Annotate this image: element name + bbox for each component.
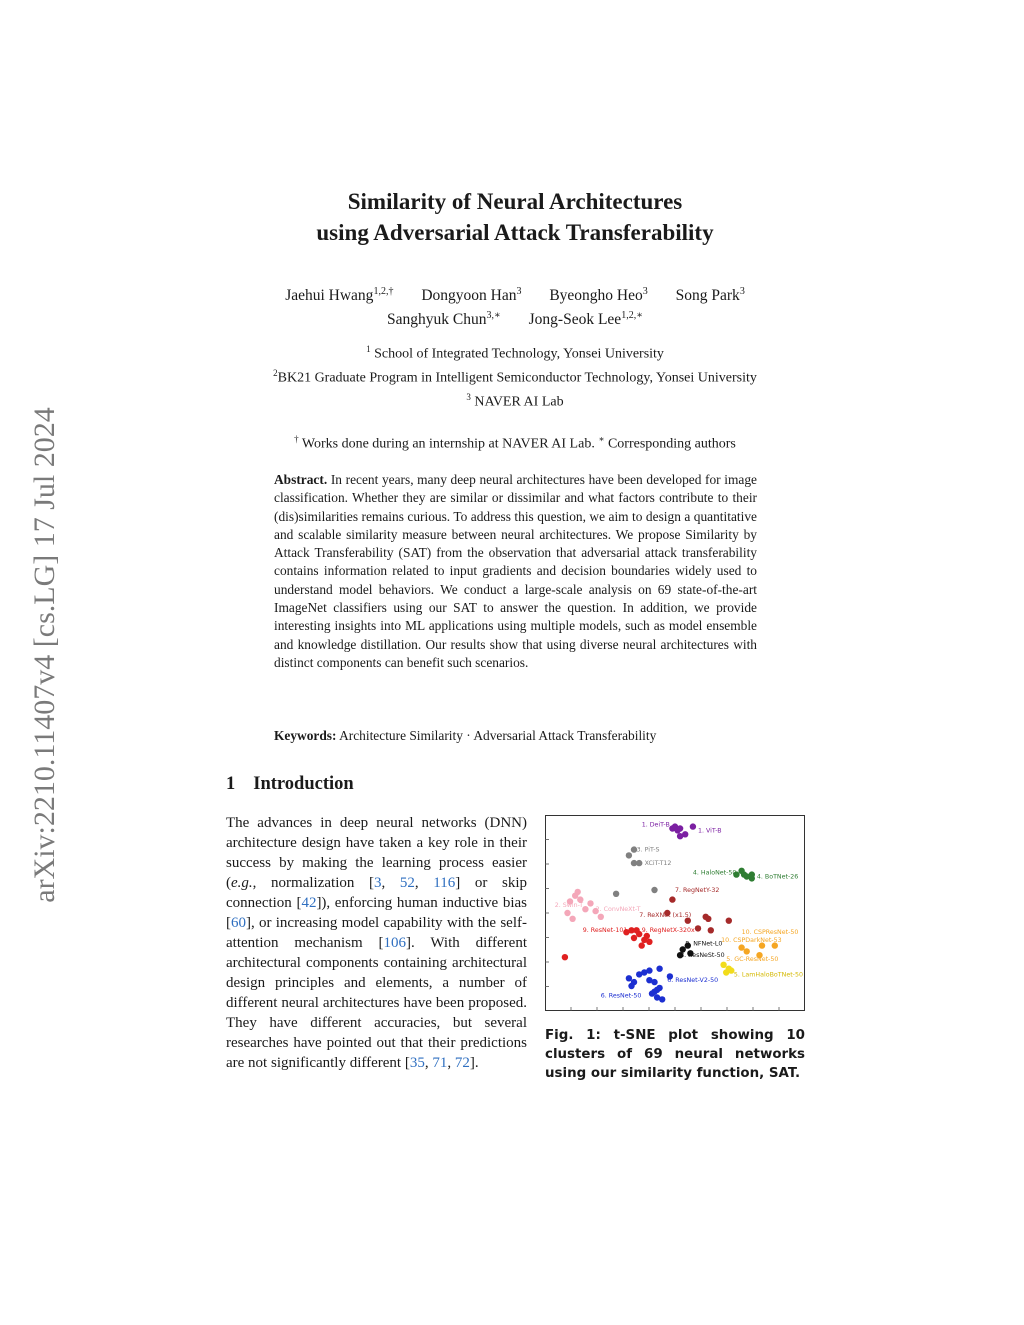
scatter-point: [651, 989, 657, 995]
scatter-point: [575, 889, 581, 895]
cluster-label: 8. NFNet-L0: [685, 940, 723, 948]
author-list: [200, 282, 830, 330]
paper-title: [200, 186, 830, 248]
scatter-point: [708, 927, 714, 933]
keywords-text: Architecture Similarity · Adversarial Attack Transferability: [339, 728, 657, 743]
scatter-point: [705, 916, 711, 922]
keywords-label: Keywords:: [274, 728, 337, 743]
cluster-label: 6. ResNet-V2-50: [667, 977, 719, 985]
author: Dongyoon Han$^3$: [421, 286, 522, 305]
cluster-label: 10. CSPDarkNet-53: [721, 936, 782, 944]
cluster-label: 2. Swin-T: [554, 902, 584, 910]
cluster-label: 1. ViT-B: [698, 827, 722, 835]
scatter-point: [738, 944, 744, 950]
author: Sanghyuk Chun$^{3,∗}$: [387, 310, 501, 329]
cluster-label: 8. ResNeSt-50: [680, 952, 725, 960]
scatter-point: [690, 823, 696, 829]
authors-line-1: [200, 282, 830, 306]
affiliation: $^3$ NAVER AI Lab: [466, 392, 564, 410]
cluster-label: 2. ConvNeXt-T: [595, 906, 641, 914]
affiliations: [200, 340, 830, 455]
section-number: 1: [226, 774, 236, 794]
title-line-1: Similarity of Neural Architectures: [347, 189, 683, 214]
scatter-point: [677, 825, 683, 831]
scatter-point: [613, 891, 619, 897]
figure-caption: Fig. 1: t-SNE plot showing 10 clusters of 69 neural networks using our similarity function, SAT.: [545, 1028, 805, 1081]
cluster-label: 6. ResNet-50: [600, 992, 642, 1000]
keywords: [274, 727, 757, 745]
scatter-point: [646, 939, 652, 945]
author-note: † Works done during an internship at NAVER AI Lab. ∗ Corresponding authors: [294, 434, 736, 453]
scatter-point: [626, 852, 632, 858]
cluster-label: 4. HaloNet-50: [692, 869, 737, 877]
citation-link[interactable]: 106: [383, 935, 407, 951]
cluster-label: 4. BoTNet-26: [756, 873, 799, 881]
scatter-point: [564, 910, 570, 916]
cluster-label: 1. DeiT-B: [641, 821, 670, 829]
tsne-scatter-plot: [545, 815, 805, 1011]
citation-link[interactable]: 35: [409, 1055, 425, 1071]
section-title: Introduction: [253, 774, 354, 794]
scatter-point: [582, 906, 588, 912]
scatter-point: [646, 967, 652, 973]
scatter-point: [744, 873, 750, 879]
citation-link[interactable]: 60: [231, 915, 246, 931]
abstract-text: In recent years, many deep neural architectures have been developed for image classification. Whether they are similar or dissimilar and what factors contribute to their (dis)similarities remains curious. To address this question, we aim to design a quantitative and scalable similarity measure between neural architectures. We propose Similarity by Attack Transferability (SAT) from the observation that adversarial attack transferability contains information related to input gradients and decision boundaries widely used to understand model behaviors. We conduct a large-scale analysis on 69 state-of-the-art ImageNet classifiers using our SAT to answer the question. In addition, we provide interesting insights into ML applications using multiple models, such as model ensemble and knowledge distillation. Our results show that using diverse neural architectures with distinct components can benefit such scenarios.: [274, 472, 757, 670]
scatter-point: [654, 994, 660, 1000]
cluster-label: 7. ReXNet (x1.5): [639, 911, 692, 919]
abstract-label: Abstract.: [274, 472, 328, 487]
scatter-point: [682, 831, 688, 837]
author: Byeongho Heo$^3$: [549, 286, 648, 305]
cluster-label: 7. RegNetY-32: [675, 886, 720, 894]
scatter-point: [639, 942, 645, 948]
cluster-label: 9. RegNetX-320x: [641, 927, 695, 935]
scatter-point: [651, 979, 657, 985]
cluster-label: 10. CSPResNet-50: [741, 929, 799, 937]
arxiv-identifier-text: arXiv:2210.11407v4 [cs.LG] 17 Jul 2024: [28, 407, 61, 903]
scatter-point: [628, 983, 634, 989]
citation-link[interactable]: 71: [432, 1055, 448, 1071]
title-line-2: using Adversarial Attack Transferability: [316, 220, 714, 245]
authors-line-2: [200, 306, 830, 330]
cluster-label: 3. XCiT-T12: [636, 860, 672, 867]
scatter-point: [744, 948, 750, 954]
author: Jong-Seok Lee$^{1,2,∗}$: [528, 310, 643, 329]
arxiv-identifier: [20, 370, 70, 940]
scatter-point: [598, 914, 604, 920]
cluster-label: 3. PiT-S: [636, 846, 660, 854]
author: Jaehui Hwang$^{1,2,\dagger}$: [285, 286, 394, 305]
cluster-label: 5. GC-ResNet-50: [726, 956, 779, 963]
citation-link[interactable]: 116: [433, 875, 456, 891]
intro-paragraph: The advances in deep neural networks (DNN) architecture design have taken a key role in their success by making the learning process easier (e.g., normalization [3, 52, 116] or skip connection [42]), enforcing human inductive bias [60], or increasing model capability with the self-attention mechanism [106]. With different architectural components containing architectural design principles and elements, a number of different neural architectures have been proposed. They have different accuracies, but several researches have pointed out that their predictions are not significantly different [35, 71, 72].: [226, 815, 528, 1071]
scatter-point: [669, 896, 675, 902]
scatter-point: [587, 900, 593, 906]
affiliation: $^2$BK21 Graduate Program in Intelligent Semiconductor Technology, Yonsei University: [273, 368, 757, 386]
scatter-point: [726, 918, 732, 924]
author: Song Park$^3$: [675, 286, 745, 305]
scatter-point: [695, 925, 701, 931]
tsne-figure: [545, 815, 805, 1011]
scatter-point: [651, 887, 657, 893]
cluster-label: 5. LamHaloBoTNet-50: [733, 971, 803, 979]
citation-link[interactable]: 42: [301, 895, 317, 911]
abstract: [274, 471, 757, 672]
citation-link[interactable]: 3: [374, 875, 382, 891]
citation-link[interactable]: 52: [399, 875, 415, 891]
scatter-point: [562, 954, 568, 960]
cluster-label: 9. ResNet-101-c: [582, 927, 634, 935]
affiliation: $^1$ School of Integrated Technology, Yonsei University: [366, 344, 664, 362]
scatter-point: [656, 985, 662, 991]
scatter-point: [626, 975, 632, 981]
section-heading: [226, 774, 354, 795]
scatter-point: [631, 935, 637, 941]
scatter-point: [569, 916, 575, 922]
scatter-point: [656, 966, 662, 972]
citation-link[interactable]: 72: [454, 1055, 470, 1071]
